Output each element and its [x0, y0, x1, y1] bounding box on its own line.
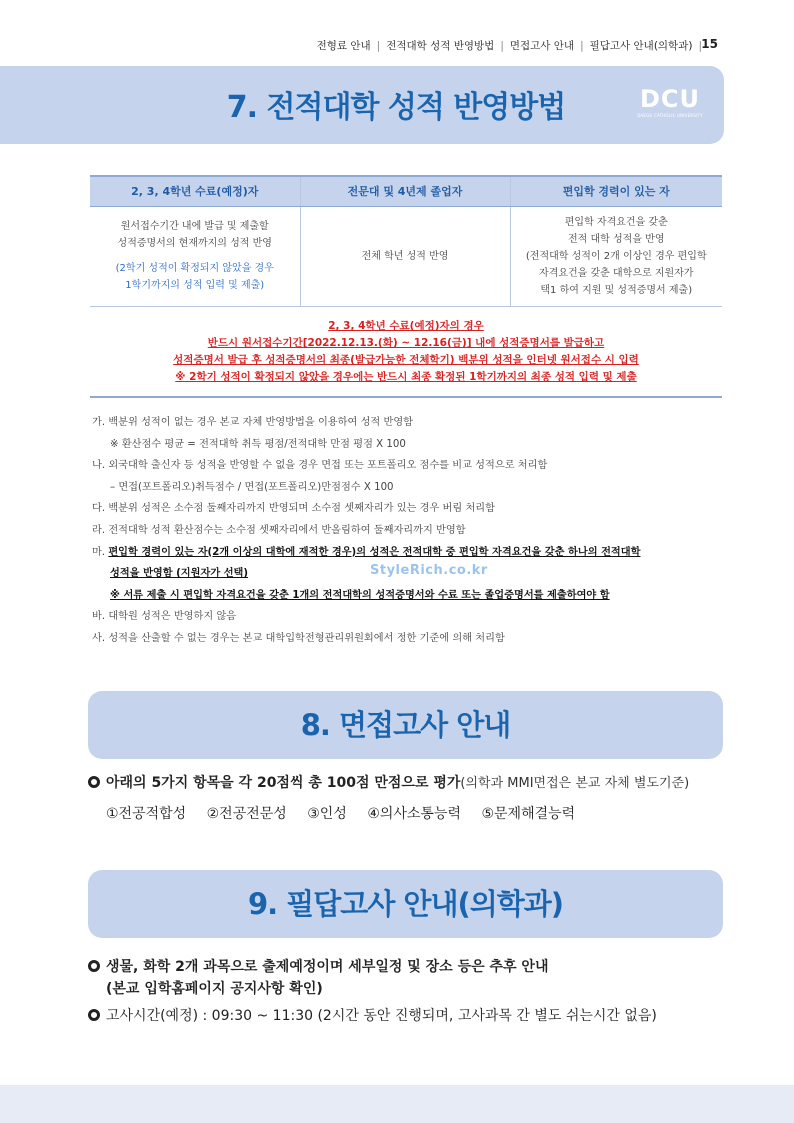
criteria-item: ③인성 [307, 806, 347, 822]
section7-title: 7. 전적대학 성적 반영방법 [226, 90, 566, 125]
section9-bullet: 고사시간(예정) : 09:30 ~ 11:30 (2시간 동안 진행되며, 고사과목 간 별도 쉬는시간 없음) [88, 1006, 657, 1026]
red-notice: 2, 3, 4학년 수료(예정)자의 경우 반드시 원서접수기간[2022.12.13.(화) ~ 12.16(금)] 내에 성적증명서를 발급하고 성적증명서 발급 후 성적증명서의 최종(발급가능한 전체학기) 백분위 성적을 인터넷 원서접수 시 입력 ※ 2학기 성적이 확정되지 않았을 경우에는 반드시 최종 확정된 1학기까지의 최종 성적 입력 및 제출 [90, 318, 722, 398]
page-number: 15 [701, 37, 718, 51]
table-header-row [90, 176, 722, 206]
rule-emphasis: ※ 서류 제출 시 편입학 자격요건을 갖춘 1개의 전적대학의 성적증명서와 수료 또는 졸업증명서를 제출하여야 함 [110, 589, 610, 601]
table-header: 전문대 및 4년제 졸업자 [300, 176, 510, 206]
table-header: 편입학 경력이 있는 자 [510, 176, 722, 206]
table-row [90, 206, 722, 306]
section8-bullet: 아래의 5가지 항목을 각 20점씩 총 100점 만점으로 평가(의학과 MMI면접은 본교 자체 별도기준) [88, 773, 689, 794]
table-cell: 전체 학년 성적 반영 [300, 206, 510, 306]
section8-title: 8. 면접고사 안내 [300, 708, 511, 742]
circle-bullet-icon [88, 776, 100, 788]
header-crumb-interview: 면접고사 안내 [509, 40, 575, 52]
divider: | [500, 40, 504, 52]
section9-title: 9. 필답고사 안내(의학과) [247, 887, 564, 921]
header-crumb-grades: 전적대학 성적 반영방법 [386, 40, 495, 52]
section7-band-edge [0, 66, 88, 144]
divider: | [376, 40, 381, 52]
page-header [317, 38, 708, 53]
rules-list [92, 412, 732, 650]
table-note: 1학기까지의 성적 입력 및 제출) [125, 280, 265, 291]
rule-item: 다. 백분위 성적은 소수점 둘째자리까지 반영되며 소수점 셋째자리가 있는 경우 버림 처리함 [92, 503, 495, 515]
table-note: (2학기 성적이 확정되지 않았을 경우 [115, 263, 274, 274]
header-crumb-fee: 전형료 안내 [316, 40, 371, 52]
rule-item: 가. 백분위 성적이 없는 경우 본교 자체 반영방법을 이용하여 성적 반영함 [92, 417, 414, 428]
table-header: 2, 3, 4학년 수료(예정)자 [90, 176, 300, 206]
criteria-item: ④의사소통능력 [367, 806, 462, 822]
rule-subitem: – 면접(포트폴리오)취득점수 / 면접(포트폴리오)만점점수 X 100 [110, 481, 394, 493]
header-crumb-written: 필답고사 안내(의학과) [589, 40, 693, 52]
watermark: StyleRich.co.kr [370, 563, 488, 578]
section9-bullet: 생물, 화학 2개 과목으로 출제예정이며 세부일정 및 장소 등은 추후 안내 [88, 957, 548, 977]
criteria-item: ①전공적합성 [106, 806, 187, 822]
grade-table [90, 175, 722, 307]
footer-band [0, 1085, 794, 1123]
dcu-logo: DCU DAEGU CATHOLIC UNIVERSITY [637, 85, 703, 118]
criteria-list [106, 803, 591, 823]
circle-bullet-icon [88, 1009, 100, 1021]
rule-item: 사. 성적을 산출할 수 없는 경우는 본교 대학입학전형관리위원회에서 정한 기준에 의해 처리함 [92, 632, 505, 644]
section8-banner [88, 691, 723, 759]
circle-bullet-icon [88, 960, 100, 972]
section9-banner [88, 870, 723, 938]
rule-item: 나. 외국대학 출신자 등 성적을 반영할 수 없을 경우 면접 또는 포트폴리오 점수를 비교 성적으로 처리함 [92, 460, 548, 472]
rule-item: 바. 대학원 성적은 반영하지 않음 [92, 611, 237, 623]
rule-item: 라. 전적대학 성적 환산점수는 소수점 셋째자리에서 반올림하여 둘째자리까지 반영함 [92, 524, 466, 536]
criteria-item: ②전공전문성 [206, 806, 287, 822]
table-cell: 원서접수기간 내에 발급 및 제출할 성적증명서의 현재까지의 성적 반영 (2학기 성적이 확정되지 않았을 경우 1학기까지의 성적 입력 및 제출) [90, 206, 300, 306]
rule-emphasis: 편입학 경력이 있는 자(2개 이상의 대학에 재적한 경우)의 성적은 전적대학 중 편입학 자격요건을 갖춘 하나의 전적대학 [108, 546, 641, 558]
section9-bullet-sub: (본교 입학홈페이지 공지사항 확인) [106, 981, 323, 997]
divider: | [580, 40, 584, 52]
rule-emphasis: 성적을 반영함 (지원자가 선택) [110, 568, 249, 580]
section7-banner [88, 66, 724, 144]
table-cell: 편입학 자격요건을 갖춘 전적 대학 성적을 반영 (전적대학 성적이 2개 이상인 경우 편입학 자격요건을 갖춘 대학으로 지원자가 택1 하여 지원 및 성적증명서 제출) [510, 206, 722, 306]
divider: | [698, 40, 702, 52]
rule-item: 마. 편입학 경력이 있는 자(2개 이상의 대학에 재적한 경우)의 성적은 전적대학 중 편입학 자격요건을 갖춘 하나의 전적대학 [92, 546, 641, 558]
criteria-item: ⑤문제해결능력 [481, 806, 576, 822]
rule-subitem: ※ 환산점수 평균 = 전적대학 취득 평점/전적대학 만점 평점 X 100 [110, 438, 406, 450]
